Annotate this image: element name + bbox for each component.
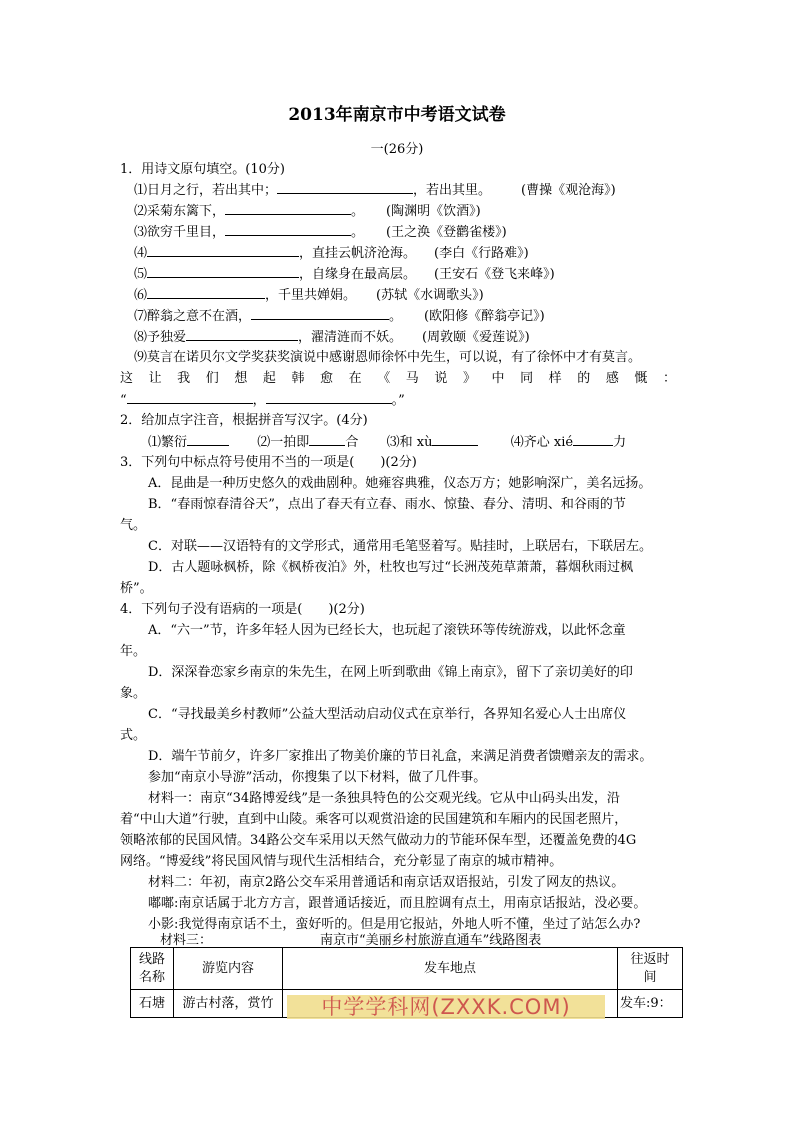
material-1-line-1: 材料一：南京“34路博爱线”是一条独具特色的公交观光线。它从中山码头出发，沿: [148, 791, 620, 806]
material-1-line-2: 着“中山大道”行驶，直到中山陵。乘客可以观赏沿途的民国建筑和车厢内的民国老照片，: [120, 812, 628, 827]
q1-item-3: ⑶欲穷千里目， 。 (王之涣《登鹳雀楼》): [134, 225, 507, 240]
material-1-line-3: 领略浓郁的民国风情。34路公交车采用以天然气做动力的节能环保车型，还覆盖免费的4G: [120, 833, 637, 848]
q1-item-9-cont: 这让我们想起韩愈在《马说》中同样的感慨：: [120, 371, 676, 386]
q3-option-b: B．“春雨惊春清谷天”，点出了春天有立春、雨水、惊蛰、春分、清明、和谷雨的节: [148, 497, 626, 512]
q1-item-9-blanks: “ ， 。”: [120, 393, 405, 408]
q1-item-8: ⑻予独爱 ，濯清涟而不妖。 (周敦颐《爱莲说》): [134, 330, 530, 345]
table-cell-time: 发车:9：: [618, 990, 683, 1018]
watermark-logo: 中学学科网(ZXXK.COM): [287, 995, 605, 1019]
table-header-content: 游览内容: [174, 948, 283, 990]
material-2-line-2: 嘟嘟:南京话属于北方方言，跟普通话接近，而且腔调有点土，用南京话报站，没必要。: [148, 896, 647, 911]
table-header-route: 线路 名称: [131, 948, 174, 990]
q1-item-4: ⑷ ，直挂云帆济沧海。 (李白《行路难》): [134, 246, 529, 261]
q4-option-d2: D．端午节前夕，许多厂家推出了物美价廉的节日礼盒，来满足消费者馈赠亲友的需求。: [148, 749, 653, 764]
q2-header: 2．给加点字注音，根据拼音写汉字。(4分): [120, 413, 368, 428]
q4-option-a: A．“六一”节，许多年轻人因为已经长大，也玩起了滚铁环等传统游戏，以此怀念童: [148, 623, 626, 638]
q1-item-7: ⑺醉翁之意不在酒， 。 (欧阳修《醉翁亭记》): [134, 309, 545, 324]
section-heading: 一(26分): [370, 142, 424, 157]
q1-item-1: ⑴日月之行，若出其中； ，若出其里。 (曹操《观沧海》): [134, 183, 616, 198]
q4-header: 4．下列句子没有语病的一项是( )(2分): [120, 602, 365, 617]
table-cell-route: 石塘: [131, 990, 174, 1018]
material-3-label: 材料三：: [160, 933, 213, 948]
q3-option-d-cont: 桥”。: [120, 581, 153, 596]
q4-option-c-cont: 式。: [120, 728, 147, 743]
q3-option-a: A．昆曲是一种历史悠久的戏曲剧种。她雍容典雅，仪态万方；她影响深广，美名远扬。: [148, 476, 652, 491]
q1-item-9: ⑼莫言在诺贝尔文学奖获奖演说中感谢恩师徐怀中先生，可以说，有了徐怀中才有莫言。: [134, 350, 642, 365]
q4-option-c: C．“寻找最美乡村教师”公益大型活动启动仪式在京举行，各界知名爱心人士出席仪: [148, 707, 627, 722]
q4-option-d: D．深深眷恋家乡南京的朱先生，在网上听到歌曲《锦上南京》，留下了亲切美好的印: [148, 665, 633, 680]
q1-header: 1．用诗文原句填空。(10分): [120, 162, 285, 177]
q3-option-d: D．古人题咏枫桥，除《枫桥夜泊》外，杜牧也写过“长洲茂苑草萧萧，暮烟秋雨过枫: [148, 560, 634, 575]
q3-option-c: C．对联——汉语特有的文学形式，通常用毛笔竖着写。贴挂时，上联居右，下联居左。: [148, 539, 652, 554]
page-title: 2013年南京市中考语文试卷: [288, 105, 506, 125]
q1-item-6: ⑹ ，千里共婵娟。 (苏轼《水调歌头》): [134, 288, 484, 303]
material-2-line-3: 小影:我觉得南京话不土，蛮好听的。但是用它报站，外地人听不懂，坐过了站怎么办?: [148, 917, 641, 932]
activity-intro: 参加“南京小导游”活动，你搜集了以下材料，做了几件事。: [148, 770, 487, 785]
q4-option-a-cont: 年。: [120, 644, 147, 659]
q3-option-b-cont: 气。: [120, 518, 147, 533]
material-3-title: 南京市“美丽乡村旅游直通车”线路图表: [320, 933, 542, 948]
table-cell-content: 游古村落，赏竹: [174, 990, 283, 1018]
q3-header: 3．下列句中标点符号使用不当的一项是( )(2分): [120, 455, 417, 470]
material-1-line-4: 网络。“博爱线”将民国风情与现代生活相结合，充分彰显了南京的城市精神。: [120, 854, 563, 869]
q2-items: ⑴繁衍 ⑵一拍即 合 ⑶和 xù ⑷齐心 xié 力: [148, 435, 627, 450]
q4-option-d-cont: 象。: [120, 686, 147, 701]
q1-item-5: ⑸ ，自缘身在最高层。 (王安石《登飞来峰》): [134, 267, 555, 282]
material-2-line-1: 材料二：年初，南京2路公交车采用普通话和南京话双语报站，引发了网友的热议。: [148, 875, 625, 890]
table-header-location: 发车地点: [283, 948, 618, 990]
q1-item-2: ⑵采菊东篱下， 。 (陶渊明《饮酒》): [134, 204, 481, 219]
table-header-time: 往返时 间: [618, 948, 683, 990]
